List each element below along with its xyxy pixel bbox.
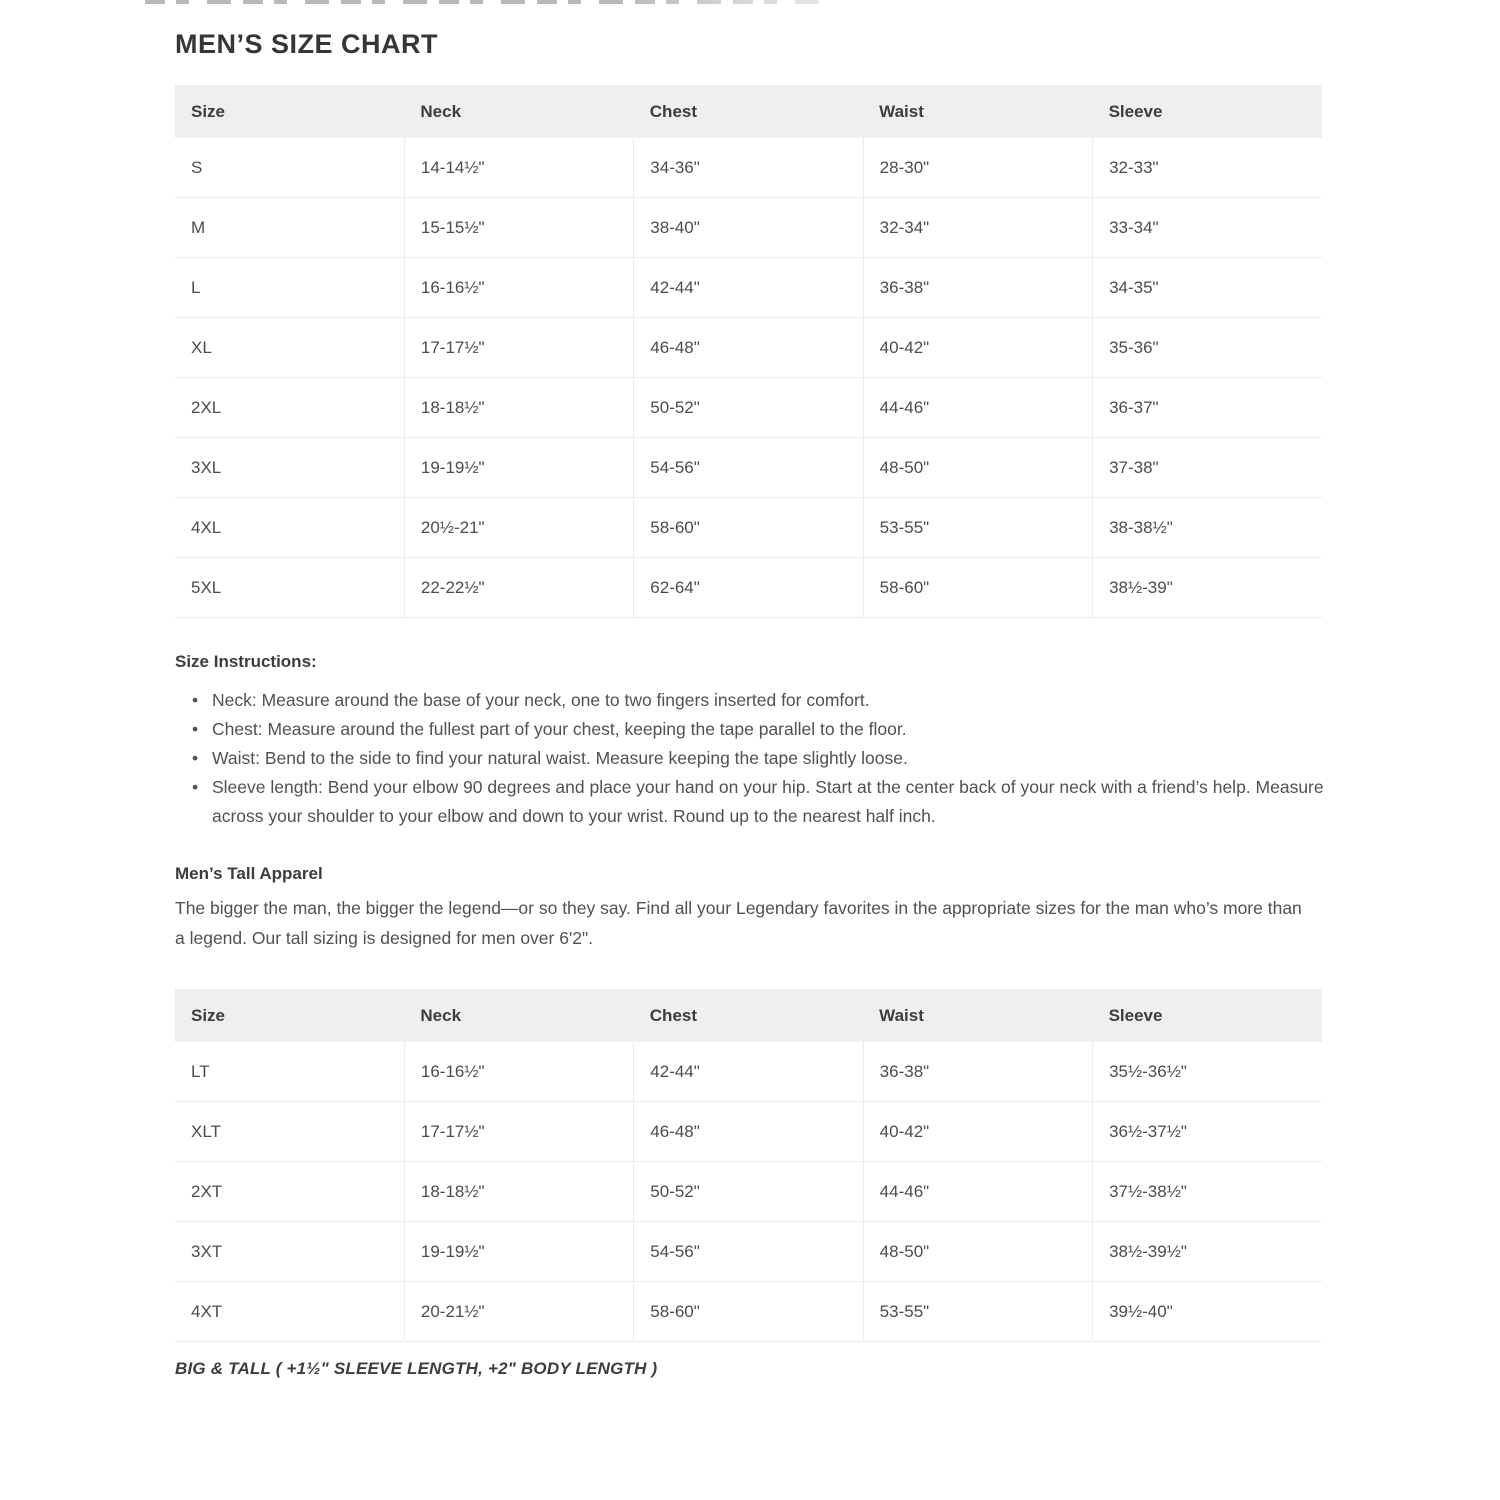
measurement-cell: 32-33" xyxy=(1093,138,1322,198)
instruction-item: • Neck: Measure around the base of your neck, one to two fingers inserted for comfort. xyxy=(175,686,1327,715)
measurement-cell: 38½-39" xyxy=(1093,558,1322,618)
measurement-cell: 14-14½" xyxy=(404,138,633,198)
big-and-tall-footnote: BIG & TALL ( +1½" SLEEVE LENGTH, +2" BODY LENGTH ) xyxy=(175,1359,658,1378)
measurement-cell: 34-36" xyxy=(634,138,863,198)
measurement-cell: 44-46" xyxy=(863,1162,1092,1222)
measurement-cell: 20½-21" xyxy=(404,498,633,558)
measurement-cell: 15-15½" xyxy=(404,198,633,258)
table-row xyxy=(175,1282,1322,1342)
measurement-cell: 53-55" xyxy=(863,498,1092,558)
measurement-cell: 16-16½" xyxy=(404,1042,633,1102)
measurement-cell: 50-52" xyxy=(634,378,863,438)
column-header: Neck xyxy=(404,85,633,138)
measurement-cell: 37-38" xyxy=(1093,438,1322,498)
measurement-cell: 36-38" xyxy=(863,258,1092,318)
measurement-cell: 36-37" xyxy=(1093,378,1322,438)
measurement-cell: 54-56" xyxy=(634,1222,863,1282)
measurement-cell: 36½-37½" xyxy=(1093,1102,1322,1162)
column-header: Chest xyxy=(634,989,863,1042)
table-row xyxy=(175,498,1322,558)
column-header: Sleeve xyxy=(1093,85,1322,138)
measurement-cell: 28-30" xyxy=(863,138,1092,198)
measurement-cell: 19-19½" xyxy=(404,1222,633,1282)
size-instructions-heading: Size Instructions: xyxy=(175,652,317,671)
mens-tall-apparel-description: The bigger the man, the bigger the legend—or so they say. Find all your Legendary favorites in the appropriate sizes for the man who’s more than a legend. Our tall sizing is designed for men over 6'2". xyxy=(175,898,1302,948)
table-row xyxy=(175,1102,1322,1162)
instruction-item: • Waist: Bend to the side to find your natural waist. Measure keeping the tape slightly loose. xyxy=(175,744,1327,773)
size-cell: 5XL xyxy=(175,558,404,618)
instruction-item: • Sleeve length: Bend your elbow 90 degrees and place your hand on your hip. Start at the center back of your neck with a friend’s help. Measure across your shoulder to your elbow and down to your wrist. Round up to the nearest half inch. xyxy=(175,773,1327,831)
measurement-cell: 50-52" xyxy=(634,1162,863,1222)
measurement-cell: 48-50" xyxy=(863,1222,1092,1282)
table-row xyxy=(175,1042,1322,1102)
mens-size-table xyxy=(175,85,1322,618)
measurement-cell: 40-42" xyxy=(863,1102,1092,1162)
measurement-cell: 39½-40" xyxy=(1093,1282,1322,1342)
measurement-cell: 18-18½" xyxy=(404,378,633,438)
size-chart-page xyxy=(175,0,1327,1379)
measurement-cell: 22-22½" xyxy=(404,558,633,618)
size-cell: 2XL xyxy=(175,378,404,438)
table-row xyxy=(175,438,1322,498)
measurement-cell: 38-40" xyxy=(634,198,863,258)
measurement-cell: 54-56" xyxy=(634,438,863,498)
size-cell: 4XT xyxy=(175,1282,404,1342)
column-header: Size xyxy=(175,85,404,138)
measurement-cell: 40-42" xyxy=(863,318,1092,378)
size-cell: XL xyxy=(175,318,404,378)
mens-tall-size-table xyxy=(175,989,1322,1342)
size-cell: 2XT xyxy=(175,1162,404,1222)
column-header: Chest xyxy=(634,85,863,138)
measurement-cell: 19-19½" xyxy=(404,438,633,498)
measurement-cell: 58-60" xyxy=(634,498,863,558)
measurement-cell: 36-38" xyxy=(863,1042,1092,1102)
measurement-cell: 37½-38½" xyxy=(1093,1162,1322,1222)
measurement-cell: 32-34" xyxy=(863,198,1092,258)
size-cell: XLT xyxy=(175,1102,404,1162)
measurement-cell: 18-18½" xyxy=(404,1162,633,1222)
column-header: Neck xyxy=(404,989,633,1042)
measurement-cell: 53-55" xyxy=(863,1282,1092,1342)
table-row xyxy=(175,318,1322,378)
measurement-cell: 35½-36½" xyxy=(1093,1042,1322,1102)
mens-tall-apparel-heading: Men’s Tall Apparel xyxy=(175,864,323,883)
column-header: Waist xyxy=(863,85,1092,138)
size-cell: M xyxy=(175,198,404,258)
table-row xyxy=(175,138,1322,198)
measurement-cell: 38-38½" xyxy=(1093,498,1322,558)
measurement-cell: 17-17½" xyxy=(404,1102,633,1162)
measurement-cell: 17-17½" xyxy=(404,318,633,378)
size-cell: 4XL xyxy=(175,498,404,558)
column-header: Size xyxy=(175,989,404,1042)
measurement-cell: 46-48" xyxy=(634,1102,863,1162)
table-row xyxy=(175,198,1322,258)
measurement-cell: 35-36" xyxy=(1093,318,1322,378)
measurement-cell: 42-44" xyxy=(634,1042,863,1102)
measurement-cell: 42-44" xyxy=(634,258,863,318)
measurement-cell: 62-64" xyxy=(634,558,863,618)
measurement-cell: 58-60" xyxy=(863,558,1092,618)
size-cell: LT xyxy=(175,1042,404,1102)
instruction-item: • Chest: Measure around the fullest part of your chest, keeping the tape parallel to the floor. xyxy=(175,715,1327,744)
page-title: MEN’S SIZE CHART xyxy=(175,29,439,59)
size-instructions-list xyxy=(175,686,1327,831)
table-row xyxy=(175,1162,1322,1222)
measurement-cell: 44-46" xyxy=(863,378,1092,438)
size-cell: 3XL xyxy=(175,438,404,498)
size-cell: 3XT xyxy=(175,1222,404,1282)
header-row xyxy=(175,989,1322,1042)
size-cell: L xyxy=(175,258,404,318)
measurement-cell: 33-34" xyxy=(1093,198,1322,258)
measurement-cell: 34-35" xyxy=(1093,258,1322,318)
measurement-cell: 58-60" xyxy=(634,1282,863,1342)
table-row xyxy=(175,558,1322,618)
measurement-cell: 46-48" xyxy=(634,318,863,378)
size-cell: S xyxy=(175,138,404,198)
measurement-cell: 16-16½" xyxy=(404,258,633,318)
column-header: Sleeve xyxy=(1093,989,1322,1042)
table-row xyxy=(175,258,1322,318)
measurement-cell: 20-21½" xyxy=(404,1282,633,1342)
measurement-cell: 38½-39½" xyxy=(1093,1222,1322,1282)
table-row xyxy=(175,378,1322,438)
header-row xyxy=(175,85,1322,138)
table-row xyxy=(175,1222,1322,1282)
measurement-cell: 48-50" xyxy=(863,438,1092,498)
column-header: Waist xyxy=(863,989,1092,1042)
